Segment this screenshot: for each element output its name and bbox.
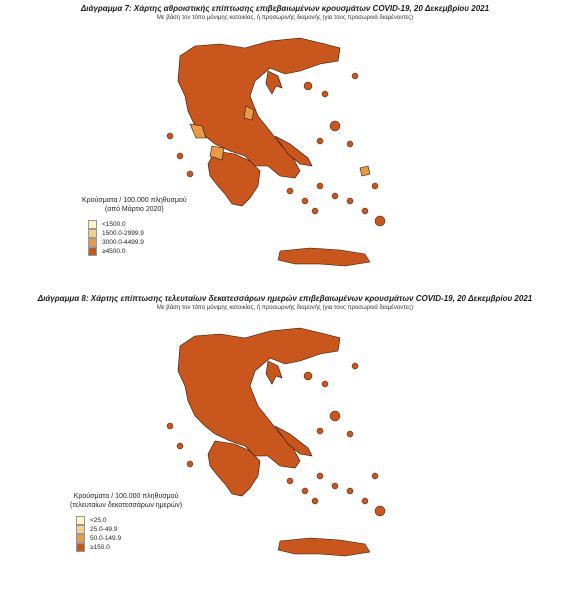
figure-subtitle: Με βάση τον τόπο μόνιμης κατοικίας, ή προσωρινής διαμονής (για τους προσωρινά διαμένοντες) — [156, 305, 414, 311]
legend-item: <25.0 — [76, 516, 182, 525]
mainland-shape — [178, 328, 340, 468]
crete-shape — [278, 538, 370, 556]
legend-swatch — [76, 516, 85, 525]
legend-item: ≥150.0 — [76, 543, 182, 552]
legend — [82, 196, 187, 256]
chalkidiki-shape — [266, 361, 282, 384]
figure-subtitle: Με βάση τον τόπο μόνιμης κατοικίας, ή προσωρινής διαμονής (για τους προσωρινά διαμένοντες) — [156, 15, 414, 21]
legend-swatch — [76, 534, 85, 543]
legend-title: Κρούσματα / 100.000 πληθυσμού (από Μάρτιο 2020) — [82, 197, 187, 213]
legend-swatch — [76, 543, 85, 552]
legend — [70, 492, 182, 552]
mainland-region — [178, 38, 340, 206]
mainland-region — [178, 328, 340, 496]
legend-item: ≥4500.0 — [88, 247, 187, 256]
legend-swatch — [88, 229, 97, 238]
greece-map-cumulative — [150, 26, 410, 286]
legend-swatch — [88, 247, 97, 256]
figure-14day-incidence — [0, 292, 570, 592]
figure-title: Διάγραμμα 7: Χάρτης αθροιστικής επίπτωσης επιβεβαιωμένων κρουσμάτων COVID-19, 20 Δεκεμβρίου 2021 — [80, 4, 490, 13]
legend-swatch — [88, 238, 97, 247]
figure-title: Διάγραμμα 8: Χάρτης επίπτωσης τελευταίων δεκατεσσάρων ημερών επιβεβαιωμένων κρουσμάτων COVID-19, 20 Δεκεμβρίου 2021 — [37, 294, 533, 303]
greece-map-14day — [150, 316, 410, 576]
legend-swatch — [88, 220, 97, 229]
legend-swatch — [76, 525, 85, 534]
region-mid-4 — [360, 166, 370, 176]
legend-item: <1500.0 — [88, 220, 187, 229]
figure-cumulative-incidence — [0, 0, 570, 290]
legend-item: 25.0-49.9 — [76, 525, 182, 534]
chalkidiki-shape — [266, 71, 282, 94]
legend-item: 50.0-149.9 — [76, 534, 182, 543]
crete-shape — [278, 248, 370, 266]
mainland-shape — [178, 38, 340, 178]
legend-item: 1500.0-2999.9 — [88, 229, 187, 238]
legend-item: 3000.0-4499.9 — [88, 238, 187, 247]
legend-title: Κρούσματα / 100.000 πληθυσμού (τελευταίων δεκατεσσάρων ημερών) — [70, 493, 183, 509]
